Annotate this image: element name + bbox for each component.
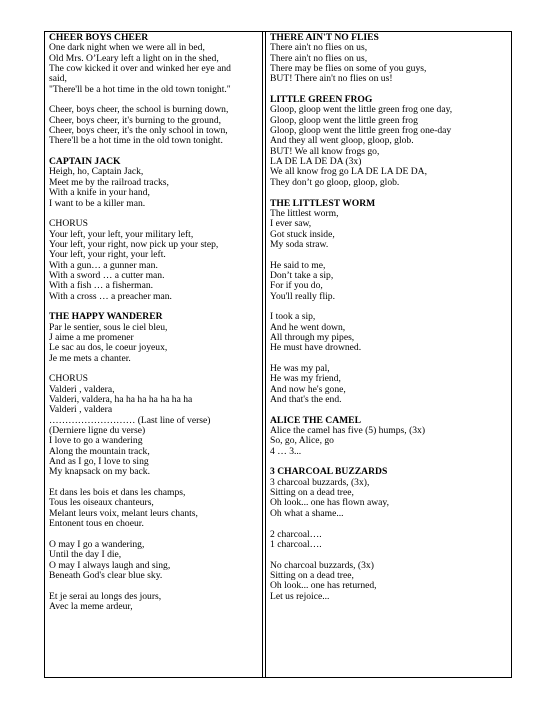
lyric-line: Along the mountain track, [49, 445, 150, 457]
lyric-line: I love to go a wandering [49, 435, 143, 447]
lyric-line: Sitting on a dead tree, [270, 487, 354, 499]
song-title: 3 CHARCOAL BUZZARDS [270, 466, 388, 478]
song-cheer-boys-cheer [49, 33, 259, 157]
lyric-line: Old Mrs. O’Leary left a light on in the shed, [49, 52, 219, 64]
lyric-line: There ain't no flies on us, [270, 42, 368, 54]
lyric-line: CHORUS [49, 218, 88, 230]
lyric-line: Your left, your right, now pick up your step, [49, 238, 219, 250]
lyric-line: And as I go, I love to sing [49, 456, 149, 468]
lyric-line: LA DE LA DE DA (3x) [270, 156, 362, 168]
lyric-line: Et je serai au longs des jours, [49, 590, 162, 602]
lyric-line: O may I always laugh and sing, [49, 559, 171, 571]
lyric-line: With a fish … a fisherman. [49, 280, 154, 292]
song-the-littlest-worm [270, 199, 508, 416]
lyric-line: All through my pipes, [270, 331, 355, 343]
songbook-page [44, 31, 512, 678]
stanza-break [270, 550, 508, 560]
lyric-line: Cheer, boys cheer, it's the only school in town, [49, 125, 228, 137]
lyric-line: And that's the end. [270, 394, 342, 406]
lyric-line: My knapsack on my back. [49, 466, 150, 478]
lyric-line: ……………………… (Last line of verse) [49, 414, 211, 426]
lyric-line: The cow kicked it over and winked her eye and [49, 63, 231, 75]
lyric-line: And now he's gone, [270, 383, 346, 395]
lyric-line: Entonent tous en choeur. [49, 518, 144, 530]
lyric-line: No charcoal buzzards, (3x) [270, 559, 374, 571]
lyric-line: There'll be a hot time in the old town tonight. [49, 135, 223, 147]
song-title: LITTLE GREEN FROG [270, 94, 373, 106]
song-title: ALICE THE CAMEL [270, 414, 361, 426]
stanza-break [49, 581, 259, 591]
lyric-line: CHORUS [49, 373, 88, 385]
lyric-line: Don’t take a sip, [270, 269, 334, 281]
lyric-line: There ain't no flies on us, [270, 52, 368, 64]
lyric-line: We all know frog go LA DE LA DE DA, [270, 166, 427, 178]
lyric-line: There may be flies on some of you guys, [270, 63, 427, 75]
lyric-line: Your left, your right, your left. [49, 249, 166, 261]
lyric-line: I ever saw, [270, 218, 312, 230]
song-there-ain-t-no-flies [270, 33, 508, 95]
song-title: THE LITTLEST WORM [270, 197, 376, 209]
lyric-line: BUT! There ain't no flies on us! [270, 73, 393, 85]
lyric-line: Par le sentier, sous le ciel bleu, [49, 321, 168, 333]
lyric-line: BUT! We all know frogs go, [270, 145, 380, 157]
lyric-line: Avec la meme ardeur, [49, 600, 133, 612]
lyric-line: One dark night when we were all in bed, [49, 42, 205, 54]
song-title: CAPTAIN JACK [49, 156, 121, 168]
lyric-line: "There'll be a hot time in the old town tonight." [49, 83, 231, 95]
lyric-line: J aime a me promener [49, 331, 134, 343]
lyric-line: Oh look... one has flown away, [270, 497, 390, 509]
lyric-line: And he went down, [270, 321, 346, 333]
lyric-line: My soda straw. [270, 238, 329, 250]
lyric-line: Cheer, boys cheer, it's burning to the ground, [49, 114, 222, 126]
lyric-line: Cheer, boys cheer, the school is burning down, [49, 104, 229, 116]
lyric-line: I took a sip, [270, 311, 316, 323]
lyric-line: Got stuck inside, [270, 228, 335, 240]
lyric-line: With a gun… a gunner man. [49, 259, 158, 271]
lyric-line: 3 charcoal buzzards, (3x), [270, 476, 370, 488]
lyric-line: Tous les oiseaux chanteurs, [49, 497, 154, 509]
lyric-line: He must have drowned. [270, 342, 362, 354]
lyric-line: Melant leurs voix, melant leurs chants, [49, 507, 198, 519]
left-column [45, 32, 263, 677]
lyric-line: So, go, Alice, go [270, 435, 334, 447]
lyric-line: Valderi , valdera [49, 404, 113, 416]
lyric-line: Oh what a shame... [270, 507, 344, 519]
lyric-line: Valderi , valdera, [49, 383, 115, 395]
lyric-line: For if you do, [270, 280, 323, 292]
song-3-charcoal-buzzards [270, 467, 508, 601]
lyric-line: said, [49, 73, 67, 85]
lyric-line: I want to be a killer man. [49, 197, 146, 209]
lyric-line: Oh look... one has returned, [270, 580, 377, 592]
lyric-line: Gloop, gloop went the little green frog [270, 114, 418, 126]
lyric-line: Gloop, gloop went the little green frog one-day [270, 125, 452, 137]
right-column [266, 32, 511, 677]
lyric-line: Your left, your left, your military left, [49, 228, 194, 240]
lyric-line: With a sword … a cutter man. [49, 269, 165, 281]
song-title: THE HAPPY WANDERER [49, 311, 163, 323]
lyric-line: Let us rejoice... [270, 590, 330, 602]
lyric-line: Le sac au dos, le coeur joyeux, [49, 342, 168, 354]
lyric-line: Heigh, ho, Captain Jack, [49, 166, 144, 178]
lyric-line: They don’t go gloop, gloop, glob. [270, 176, 400, 188]
lyric-line: (Derniere ligne du verse) [49, 425, 146, 437]
song-title: THERE AIN'T NO FLIES [270, 32, 379, 43]
lyric-line: And they all went gloop, gloop, glob. [270, 135, 414, 147]
lyric-line: He was my friend, [270, 373, 341, 385]
lyric-line: Until the day I die, [49, 549, 122, 561]
song-alice-the-camel [270, 416, 508, 468]
lyric-line: Sitting on a dead tree, [270, 569, 354, 581]
lyric-line: With a knife in your hand, [49, 187, 150, 199]
lyric-line: O may I go a wandering, [49, 538, 145, 550]
lyric-line: 1 charcoal…. [270, 538, 322, 550]
stanza-break [270, 250, 508, 260]
lyric-line: 2 charcoal…. [270, 528, 322, 540]
lyric-line: Je me mets a chanter. [49, 352, 131, 364]
song-title: CHEER BOYS CHEER [49, 32, 149, 43]
song-captain-jack [49, 157, 259, 312]
lyric-line: Et dans les bois et dans les champs, [49, 487, 186, 499]
song-the-happy-wanderer [49, 312, 259, 612]
lyric-line: Gloop, gloop went the little green frog one day, [270, 104, 453, 116]
lyric-line: You'll really flip. [270, 290, 335, 302]
stanza-break [270, 519, 508, 529]
lyric-line: Valderi, valdera, ha ha ha ha ha ha ha [49, 394, 193, 406]
lyric-line: He was my pal, [270, 363, 330, 374]
lyric-line: Meet me by the railroad tracks, [49, 176, 169, 188]
lyric-line: Alice the camel has five (5) humps, (3x) [270, 425, 426, 437]
song-break [270, 188, 508, 198]
lyric-line: The littlest worm, [270, 207, 339, 219]
lyric-line: 4 … 3... [270, 445, 302, 457]
lyric-line: He said to me, [270, 259, 326, 271]
lyric-line: Beneath God's clear blue sky. [49, 569, 163, 581]
song-little-green-frog [270, 95, 508, 198]
lyric-line: With a cross … a preacher man. [49, 290, 172, 302]
